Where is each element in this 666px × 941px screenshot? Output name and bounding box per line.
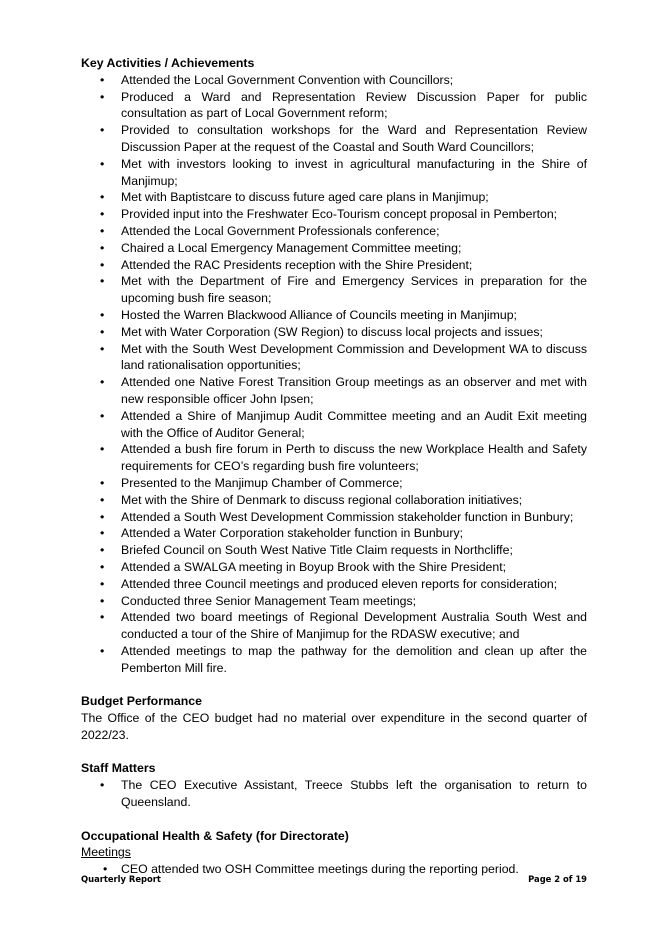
bullet-icon: •	[100, 509, 105, 524]
bullet-icon: •	[100, 274, 105, 289]
list-item: • Briefed Council on South West Native Title Claim requests in Northcliffe;	[100, 543, 513, 558]
bullet-icon: •	[100, 375, 105, 390]
bullet-icon: •	[103, 862, 108, 877]
list-item: • Met with Water Corporation (SW Region) to discuss local projects and issues;	[100, 324, 543, 339]
bullet-icon: •	[100, 156, 105, 171]
meetings-subheading: Meetings	[81, 845, 131, 860]
ohs-heading: Occupational Health & Safety (for Directorate)	[81, 828, 349, 843]
bullet-icon: •	[100, 475, 105, 490]
list-item: • Presented to the Manjimup Chamber of Commerce;	[100, 475, 403, 490]
bullet-icon: •	[100, 543, 105, 558]
bullet-icon: •	[100, 207, 105, 222]
list-item: • Attended one Native Forest Transition Group meetings as an observer and met with new responsible officer John Ipsen;	[100, 375, 587, 406]
bullet-icon: •	[100, 643, 105, 658]
document-page	[81, 55, 587, 878]
page-footer	[81, 874, 587, 884]
bullet-icon: •	[100, 72, 105, 87]
bullet-icon: •	[100, 240, 105, 255]
footer-page-number: Page 2 of 19	[528, 874, 587, 884]
list-item: • Met with the Shire of Denmark to discuss regional collaboration initiatives;	[100, 492, 523, 507]
key-activities-heading: Key Activities / Achievements	[81, 56, 255, 70]
staff-heading: Staff Matters	[81, 761, 156, 776]
list-item: • Attended a bush fire forum in Perth to discuss the new Workplace Health and Safety requirements for CEO’s regarding bush fire volunteers;	[100, 442, 587, 474]
bullet-icon: •	[100, 492, 105, 507]
list-item: • Attended a Shire of Manjimup Audit Committee meeting and an Audit Exit meeting with the Office of Auditor General;	[100, 408, 587, 440]
list-item: • Produced a Ward and Representation Review Discussion Paper for public consultation as part of Local Government reform;	[100, 89, 587, 121]
list-item: • The CEO Executive Assistant, Treece Stubbs left the organisation to return to Queensland.	[100, 778, 587, 810]
bullet-icon: •	[100, 442, 105, 457]
list-item: • Met with investors looking to invest in agricultural manufacturing in the Shire of Manjimup;	[100, 156, 587, 188]
list-item: • Attended a SWALGA meeting in Boyup Brook with the Shire President;	[100, 559, 507, 574]
spacer	[81, 744, 587, 761]
list-item: • Attended a Water Corporation stakeholder function in Bunbury;	[100, 526, 464, 541]
staff-list	[81, 777, 587, 811]
list-item: • Chaired a Local Emergency Management Committee meeting;	[100, 240, 462, 255]
bullet-icon: •	[100, 576, 105, 591]
list-item: • Attended meetings to map the pathway for the demolition and clean up after the Pemberton Mill fire.	[100, 643, 587, 675]
budget-paragraph: The Office of the CEO budget had no material over expenditure in the second quarter of 2022/23.	[81, 711, 587, 742]
list-item: • Attended the Local Government Convention with Councillors;	[100, 72, 454, 87]
list-item: • Provided to consultation workshops for the Ward and Representation Review Discussion Paper at the request of the Coastal and South Ward Councillors;	[100, 123, 587, 154]
bullet-icon: •	[100, 593, 105, 608]
spacer	[81, 676, 587, 693]
bullet-icon: •	[100, 559, 105, 574]
bullet-icon: •	[100, 408, 105, 423]
list-item: • Hosted the Warren Blackwood Alliance of Councils meeting in Manjimup;	[100, 307, 517, 322]
bullet-icon: •	[100, 778, 105, 793]
bullet-icon: •	[100, 307, 105, 322]
bullet-icon: •	[100, 89, 105, 104]
list-item: • Attended two board meetings of Regional Development Australia South West and conducted a tour of the Shire of Manjimup for the RDASW executive; and	[100, 610, 587, 642]
list-item: • Conducted three Senior Management Team meetings;	[100, 593, 417, 608]
list-item: • Attended a South West Development Commission stakeholder function in Bunbury;	[100, 509, 574, 524]
bullet-icon: •	[100, 223, 105, 238]
bullet-icon: •	[100, 341, 105, 356]
list-item: • Met with the South West Development Commission and Development WA to discuss land rationalisation opportunities;	[100, 341, 587, 373]
list-item: • Attended three Council meetings and produced eleven reports for consideration;	[100, 576, 558, 591]
list-item: • Provided input into the Freshwater Eco-Tourism concept proposal in Pemberton;	[100, 207, 558, 222]
bullet-icon: •	[100, 123, 105, 138]
spacer	[81, 811, 587, 828]
bullet-icon: •	[100, 324, 105, 339]
list-item: • Met with the Department of Fire and Emergency Services in preparation for the upcoming bush fire season;	[100, 274, 587, 306]
key-activities-list	[81, 72, 587, 677]
list-item: • Attended the RAC Presidents reception with the Shire President;	[100, 257, 473, 272]
list-item: • CEO attended two OSH Committee meetings during the reporting period.	[103, 862, 519, 877]
list-item: • Attended the Local Government Professionals conference;	[100, 223, 440, 238]
list-item: • Met with Baptistcare to discuss future aged care plans in Manjimup;	[100, 190, 489, 205]
bullet-icon: •	[100, 610, 105, 625]
bullet-icon: •	[100, 257, 105, 272]
bullet-icon: •	[100, 526, 105, 541]
bullet-icon: •	[100, 190, 105, 205]
budget-heading: Budget Performance	[81, 694, 202, 709]
footer-report-title: Quarterly Report	[81, 874, 161, 884]
